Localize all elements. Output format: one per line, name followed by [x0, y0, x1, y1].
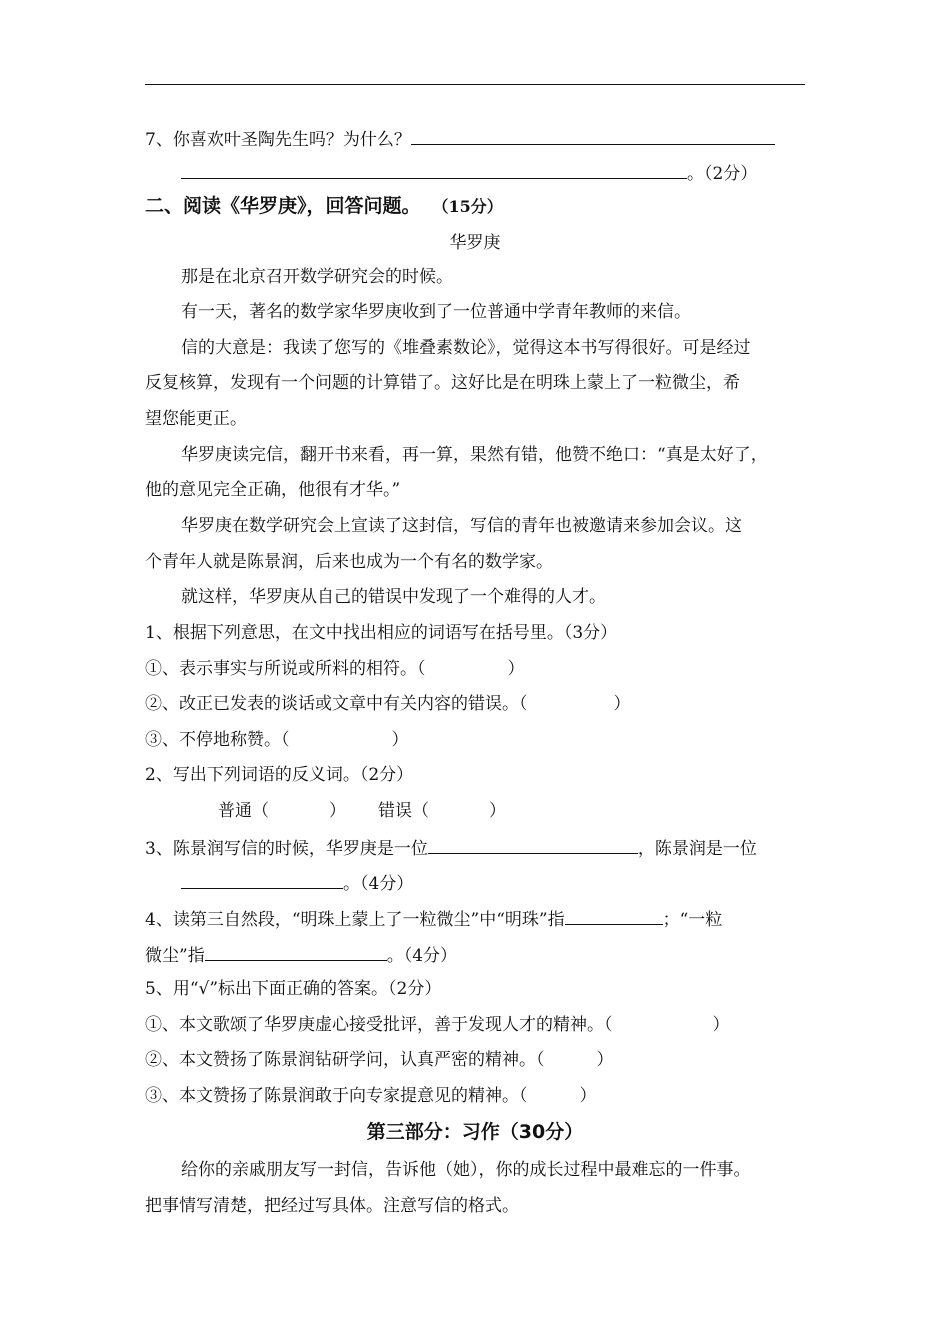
passage-line: 有一天，著名的数学家华罗庚收到了一位普通中学青年教师的来信。	[181, 302, 691, 322]
passage-title: 华罗庚	[449, 233, 501, 253]
passage-line: 华罗庚读完信，翻开书来看，再一算，果然有错，他赞不绝口：“真是太好了，	[181, 445, 768, 465]
question-3	[145, 835, 757, 861]
q5-option-1	[145, 1013, 730, 1037]
section2-points: （15分）	[440, 197, 503, 216]
passage-line: 个青年人就是陈景润，后来也成为一个有名的数学家。	[145, 552, 553, 572]
question-5: 5、用“√”标出下面正确的答案。（2分）	[145, 979, 442, 999]
q3-end: 。（4分）	[343, 874, 414, 894]
composition-prompt-line: 给你的亲戚朋友写一封信，告诉他（她），你的成长过程中最难忘的一件事。	[181, 1160, 751, 1180]
close-paren: ）	[507, 659, 525, 679]
q2-word-2: 错误（	[378, 801, 429, 821]
section3-heading: 第三部分：习作（30分）	[366, 1121, 584, 1143]
q5-option-3	[145, 1084, 597, 1108]
q3-answer-blank-1[interactable]	[428, 835, 638, 854]
question-2: 2、写出下列词语的反义词。（2分）	[145, 765, 414, 785]
q2-words	[218, 799, 506, 823]
q5-option-text: ③、本文赞扬了陈景润敢于向专家提意见的精神。（	[145, 1086, 528, 1106]
q1-item-text: ③、不停地称赞。（	[145, 730, 290, 750]
q3-answer-blank-2[interactable]	[181, 870, 343, 889]
q1-item-text: ①、表示事实与所说或所料的相符。（	[145, 659, 426, 679]
q5-option-text: ①、本文歌颂了华罗庚虚心接受批评，善于发现人才的精神。（	[145, 1015, 613, 1035]
passage-line: 反复核算，发现有一个问题的计算错了。这好比是在明珠上蒙上了一粒微尘，希	[145, 373, 740, 393]
q4-part-1: 4、读第三自然段，“明珠上蒙上了一粒微尘”中“明珠”指	[145, 910, 565, 930]
q4-end: 。（4分）	[386, 946, 458, 966]
top-rule	[145, 84, 805, 85]
close-paren: ）	[329, 801, 346, 821]
close-paren: ）	[579, 1086, 597, 1106]
q5-option-2	[145, 1048, 614, 1072]
q7-line-2	[181, 160, 757, 186]
passage-line: 华罗庚在数学研究会上宣读了这封信，写信的青年也被邀请来参加会议。这	[181, 516, 742, 536]
close-paren: ）	[489, 801, 506, 821]
question-1: 1、根据下列意思，在文中找出相应的词语写在括号里。（3分）	[145, 623, 618, 643]
q4-answer-blank-2[interactable]	[205, 942, 387, 961]
passage-line: 那是在北京召开数学研究会的时候。	[181, 267, 453, 287]
close-paren: ）	[712, 1015, 730, 1035]
close-paren: ）	[391, 730, 409, 750]
section2-heading	[145, 194, 503, 219]
q4-part-2: ；“一粒	[662, 910, 723, 930]
passage-line: 就这样，华罗庚从自己的错误中发现了一个难得的人才。	[181, 587, 606, 607]
passage-line: 望您能更正。	[145, 409, 247, 429]
q7-line	[145, 126, 775, 152]
close-paren: ）	[613, 694, 631, 714]
q1-item-3	[145, 728, 409, 752]
q1-item-text: ②、改正已发表的谈话或文章中有关内容的错误。（	[145, 694, 528, 714]
question-4	[145, 906, 722, 932]
close-paren: ）	[596, 1050, 614, 1070]
q1-item-2	[145, 692, 631, 716]
q7-answer-blank-2[interactable]	[181, 160, 687, 179]
q3-part-1: 3、陈景润写信的时候，华罗庚是一位	[145, 839, 428, 859]
q7-end: 。（2分）	[687, 164, 758, 184]
section2-heading-text: 二、阅读《华罗庚》，回答问题。	[145, 195, 421, 217]
q4-answer-blank-1[interactable]	[565, 906, 663, 925]
q3-part-2: ，陈景润是一位	[637, 839, 757, 859]
question-3-line-2	[181, 870, 413, 896]
q7-text: 7、你喜欢叶圣陶先生吗？为什么？	[145, 130, 411, 150]
q5-option-text: ②、本文赞扬了陈景润钻研学问，认真严密的精神。（	[145, 1050, 545, 1070]
composition-prompt-line: 把事情写清楚，把经过写具体。注意写信的格式。	[145, 1196, 519, 1216]
q7-answer-blank-1[interactable]	[411, 126, 775, 145]
passage-line: 他的意见完全正确，他很有才华。”	[145, 480, 401, 500]
q1-item-1	[145, 657, 525, 681]
passage-line: 信的大意是：我读了您写的《堆叠素数论》，觉得这本书写得很好。可是经过	[181, 338, 751, 358]
q2-word-1: 普通（	[218, 801, 269, 821]
question-4-line-2	[145, 942, 457, 968]
q4-part-3: 微尘”指	[145, 946, 205, 966]
